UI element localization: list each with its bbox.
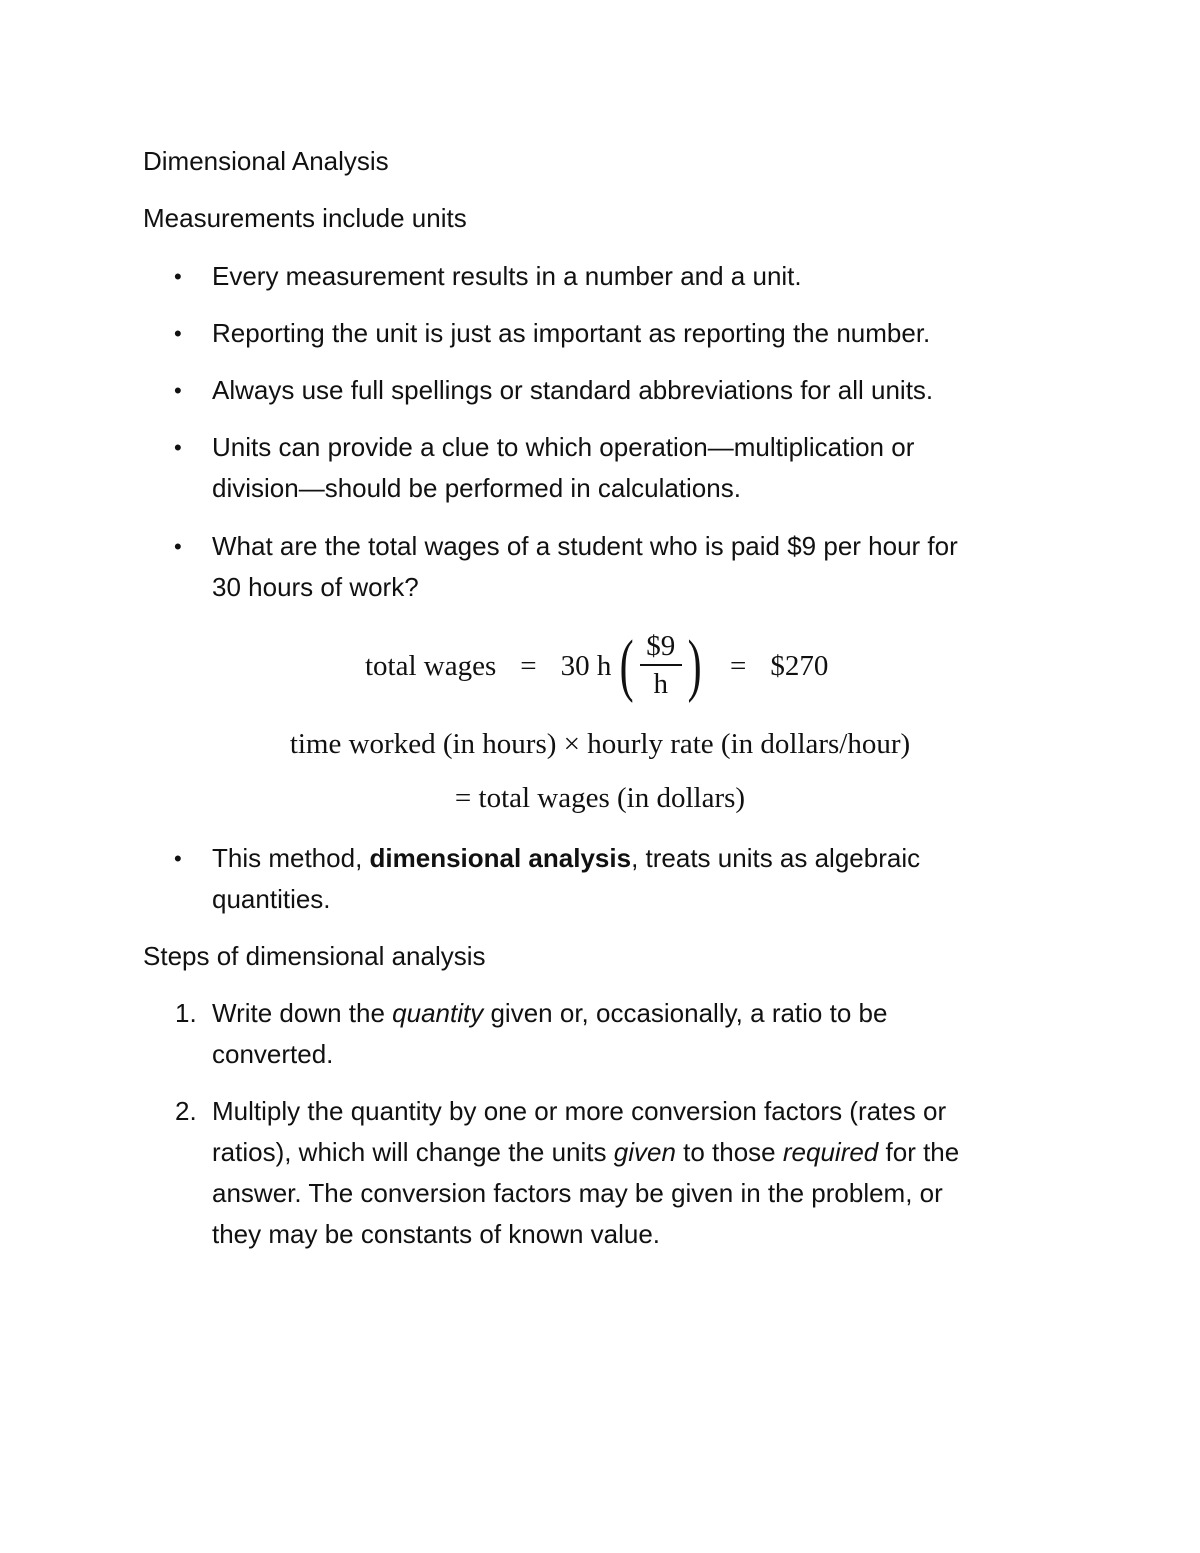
- bullet-text-line: quantities.: [212, 884, 331, 914]
- fraction-numerator: $9: [646, 630, 676, 662]
- equation-result-line: = total wages (in dollars): [454, 782, 746, 814]
- bullet-icon: •: [174, 435, 182, 460]
- step-text-line: they may be constants of known value.: [212, 1219, 661, 1249]
- bullet-text-line: 30 hours of work?: [212, 572, 419, 602]
- equation-result: $270: [770, 649, 829, 682]
- document-title: Dimensional Analysis: [143, 146, 389, 176]
- italic-term: required: [782, 1137, 879, 1167]
- left-paren: (: [620, 627, 635, 704]
- bullet-text: Every measurement results in a number and a unit.: [212, 261, 802, 291]
- bold-term: dimensional analysis: [369, 843, 632, 873]
- numbered-item: [175, 993, 1092, 1075]
- italic-term: quantity: [392, 998, 484, 1028]
- step-text-line: Write down the quantity given or, occasionally, a ratio to be: [212, 998, 888, 1028]
- bullet-item: [174, 838, 1092, 920]
- bullet-text: Always use full spellings or standard abbreviations for all units.: [212, 375, 934, 405]
- equation-lhs: total wages: [365, 649, 497, 682]
- fraction: [640, 630, 682, 702]
- item-number: 2.: [175, 1096, 197, 1126]
- bullet-text-line: division—should be performed in calculations.: [212, 473, 741, 503]
- numbered-item: [175, 1091, 1092, 1255]
- step-text-line: ratios), which will change the units given to those required for the: [212, 1137, 960, 1167]
- section-heading-measurements: Measurements include units: [143, 203, 467, 233]
- bullet-item: [174, 427, 1092, 509]
- equation-factor: 30 h: [560, 649, 612, 682]
- section-heading-steps: Steps of dimensional analysis: [143, 941, 486, 971]
- equals-sign: =: [730, 649, 747, 682]
- bullet-text-line: This method, dimensional analysis, treats units as algebraic: [212, 843, 921, 873]
- bullet-item: [174, 256, 1092, 297]
- bullet-text-line: What are the total wages of a student who is paid $9 per hour for: [212, 531, 958, 561]
- bullet-item: [174, 526, 1092, 608]
- bullet-item: [174, 370, 1092, 411]
- fraction-denominator: h: [653, 668, 668, 700]
- bullet-icon: •: [174, 534, 182, 559]
- bullet-icon: •: [174, 264, 182, 289]
- bullet-text: Reporting the unit is just as important as reporting the number.: [212, 318, 931, 348]
- bullet-icon: •: [174, 846, 182, 871]
- item-number: 1.: [175, 998, 197, 1028]
- right-paren: ): [687, 627, 702, 704]
- step-text-line: Multiply the quantity by one or more conversion factors (rates or: [212, 1096, 947, 1126]
- italic-term: given: [613, 1137, 676, 1167]
- step-text-line: converted.: [212, 1039, 334, 1069]
- fraction-group: [615, 627, 706, 704]
- bullet-icon: •: [174, 321, 182, 346]
- bullet-item: [174, 313, 1092, 354]
- equation-units-line: time worked (in hours) × hourly rate (in dollars/hour): [289, 728, 911, 760]
- wage-equation: [365, 620, 828, 712]
- step-text-line: answer. The conversion factors may be given in the problem, or: [212, 1178, 943, 1208]
- equals-sign: =: [520, 649, 537, 682]
- bullet-text-line: Units can provide a clue to which operation—multiplication or: [212, 432, 915, 462]
- bullet-icon: •: [174, 378, 182, 403]
